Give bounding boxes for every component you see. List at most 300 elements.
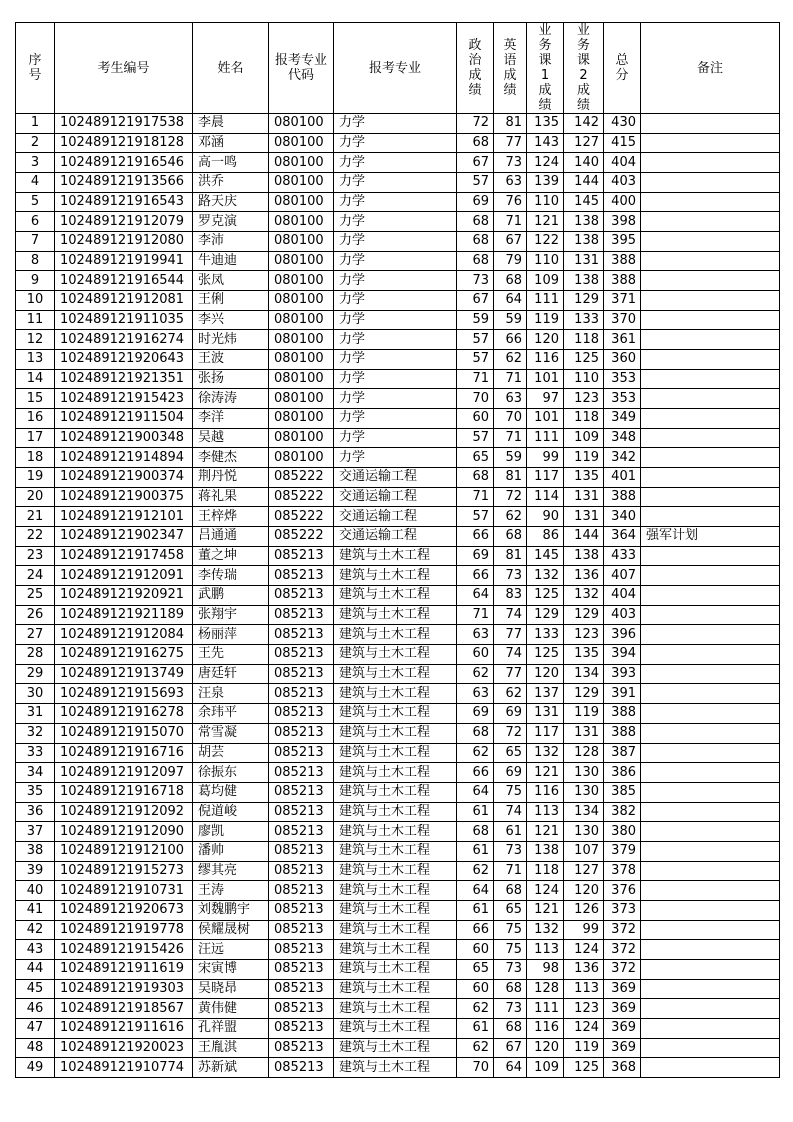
cell-remark (641, 940, 780, 960)
cell-subject1: 116 (527, 1018, 564, 1038)
cell-major-code: 085213 (269, 664, 334, 684)
table-row (16, 782, 780, 802)
cell-subject2: 135 (564, 645, 604, 665)
cell-subject2: 123 (564, 999, 604, 1019)
cell-no: 9 (16, 271, 55, 291)
cell-no: 43 (16, 940, 55, 960)
cell-english: 68 (494, 979, 527, 999)
cell-major-code: 080100 (269, 428, 334, 448)
cell-total: 382 (604, 802, 641, 822)
cell-major-code: 085213 (269, 940, 334, 960)
cell-no: 32 (16, 723, 55, 743)
cell-name: 荆丹悦 (193, 468, 269, 488)
cell-subject1: 129 (527, 605, 564, 625)
cell-major-code: 085213 (269, 566, 334, 586)
header-name: 姓名 (193, 23, 269, 114)
cell-english: 69 (494, 763, 527, 783)
cell-subject2: 128 (564, 743, 604, 763)
cell-subject1: 117 (527, 468, 564, 488)
cell-no: 36 (16, 802, 55, 822)
table-row (16, 940, 780, 960)
cell-subject1: 120 (527, 330, 564, 350)
cell-exam-id: 102489121902347 (55, 527, 193, 547)
cell-subject1: 99 (527, 448, 564, 468)
cell-exam-id: 102489121911616 (55, 1018, 193, 1038)
cell-major-code: 085213 (269, 1018, 334, 1038)
cell-major: 建筑与土木工程 (334, 1058, 457, 1078)
cell-no: 42 (16, 920, 55, 940)
cell-subject1: 118 (527, 861, 564, 881)
cell-no: 34 (16, 763, 55, 783)
cell-name: 王波 (193, 350, 269, 370)
cell-exam-id: 102489121900348 (55, 428, 193, 448)
table-body (16, 114, 780, 1078)
cell-politics: 68 (457, 251, 494, 271)
table-row (16, 389, 780, 409)
cell-politics: 62 (457, 664, 494, 684)
table-row (16, 271, 780, 291)
cell-subject1: 121 (527, 822, 564, 842)
cell-english: 68 (494, 527, 527, 547)
cell-exam-id: 102489121912092 (55, 802, 193, 822)
cell-major-code: 085213 (269, 645, 334, 665)
table-row (16, 369, 780, 389)
cell-exam-id: 102489121920673 (55, 900, 193, 920)
cell-politics: 61 (457, 900, 494, 920)
cell-politics: 65 (457, 959, 494, 979)
table-row (16, 684, 780, 704)
cell-subject2: 119 (564, 448, 604, 468)
cell-exam-id: 102489121912097 (55, 763, 193, 783)
cell-major: 建筑与土木工程 (334, 566, 457, 586)
cell-subject2: 138 (564, 271, 604, 291)
table-row (16, 468, 780, 488)
cell-name: 罗克演 (193, 212, 269, 232)
cell-name: 牛迪迪 (193, 251, 269, 271)
cell-english: 73 (494, 153, 527, 173)
cell-english: 67 (494, 232, 527, 252)
cell-remark (641, 1058, 780, 1078)
cell-major-code: 085222 (269, 507, 334, 527)
header-major: 报考专业 (334, 23, 457, 114)
cell-no: 25 (16, 586, 55, 606)
cell-major-code: 085213 (269, 822, 334, 842)
header-english: 英语成绩 (494, 23, 527, 114)
cell-major-code: 085213 (269, 881, 334, 901)
cell-no: 15 (16, 389, 55, 409)
cell-english: 65 (494, 743, 527, 763)
cell-subject2: 127 (564, 133, 604, 153)
cell-remark (641, 999, 780, 1019)
cell-major-code: 085213 (269, 704, 334, 724)
cell-remark (641, 468, 780, 488)
cell-english: 71 (494, 369, 527, 389)
cell-subject2: 138 (564, 546, 604, 566)
cell-total: 368 (604, 1058, 641, 1078)
cell-name: 汪泉 (193, 684, 269, 704)
cell-politics: 69 (457, 546, 494, 566)
table-row (16, 251, 780, 271)
cell-english: 81 (494, 468, 527, 488)
cell-remark (641, 586, 780, 606)
table-row (16, 625, 780, 645)
cell-remark (641, 566, 780, 586)
cell-exam-id: 102489121911035 (55, 310, 193, 330)
table-row (16, 841, 780, 861)
cell-major-code: 085213 (269, 900, 334, 920)
cell-major-code: 080100 (269, 192, 334, 212)
cell-exam-id: 102489121915273 (55, 861, 193, 881)
cell-english: 72 (494, 487, 527, 507)
cell-major: 建筑与土木工程 (334, 782, 457, 802)
cell-politics: 68 (457, 232, 494, 252)
cell-no: 18 (16, 448, 55, 468)
cell-exam-id: 102489121921189 (55, 605, 193, 625)
cell-name: 李健杰 (193, 448, 269, 468)
table-row (16, 487, 780, 507)
table-row (16, 920, 780, 940)
cell-remark (641, 428, 780, 448)
cell-subject2: 120 (564, 881, 604, 901)
cell-english: 64 (494, 291, 527, 311)
cell-name: 潘帅 (193, 841, 269, 861)
cell-no: 10 (16, 291, 55, 311)
cell-english: 81 (494, 114, 527, 134)
cell-total: 391 (604, 684, 641, 704)
cell-name: 吴越 (193, 428, 269, 448)
score-table (15, 22, 780, 1078)
cell-name: 吕通通 (193, 527, 269, 547)
cell-no: 46 (16, 999, 55, 1019)
cell-name: 张扬 (193, 369, 269, 389)
cell-politics: 67 (457, 153, 494, 173)
cell-politics: 69 (457, 192, 494, 212)
cell-exam-id: 102489121912101 (55, 507, 193, 527)
cell-english: 62 (494, 507, 527, 527)
cell-no: 7 (16, 232, 55, 252)
cell-politics: 72 (457, 114, 494, 134)
cell-english: 69 (494, 704, 527, 724)
cell-remark (641, 448, 780, 468)
cell-major: 建筑与土木工程 (334, 940, 457, 960)
cell-politics: 66 (457, 920, 494, 940)
cell-major-code: 080100 (269, 448, 334, 468)
cell-major: 力学 (334, 330, 457, 350)
cell-no: 19 (16, 468, 55, 488)
table-row (16, 645, 780, 665)
cell-subject2: 136 (564, 959, 604, 979)
cell-total: 349 (604, 409, 641, 429)
cell-major-code: 085213 (269, 743, 334, 763)
cell-no: 47 (16, 1018, 55, 1038)
cell-total: 388 (604, 723, 641, 743)
cell-politics: 66 (457, 763, 494, 783)
cell-politics: 60 (457, 979, 494, 999)
cell-politics: 57 (457, 173, 494, 193)
cell-name: 路天庆 (193, 192, 269, 212)
cell-no: 6 (16, 212, 55, 232)
cell-no: 30 (16, 684, 55, 704)
table-row (16, 507, 780, 527)
cell-subject2: 127 (564, 861, 604, 881)
cell-major-code: 085213 (269, 1058, 334, 1078)
cell-major: 力学 (334, 291, 457, 311)
cell-name: 洪乔 (193, 173, 269, 193)
cell-politics: 73 (457, 271, 494, 291)
cell-politics: 62 (457, 861, 494, 881)
cell-name: 侯耀晟树 (193, 920, 269, 940)
cell-name: 徐涛涛 (193, 389, 269, 409)
cell-name: 唐廷轩 (193, 664, 269, 684)
cell-subject2: 110 (564, 369, 604, 389)
cell-major: 建筑与土木工程 (334, 959, 457, 979)
cell-english: 62 (494, 684, 527, 704)
table-row (16, 173, 780, 193)
cell-subject2: 130 (564, 822, 604, 842)
cell-remark (641, 743, 780, 763)
cell-total: 385 (604, 782, 641, 802)
cell-no: 26 (16, 605, 55, 625)
cell-remark (641, 841, 780, 861)
cell-major-code: 085213 (269, 861, 334, 881)
cell-remark (641, 330, 780, 350)
cell-politics: 70 (457, 389, 494, 409)
cell-subject2: 135 (564, 468, 604, 488)
cell-remark (641, 664, 780, 684)
cell-major: 力学 (334, 389, 457, 409)
cell-politics: 57 (457, 350, 494, 370)
cell-exam-id: 102489121913749 (55, 664, 193, 684)
cell-name: 吴晓昂 (193, 979, 269, 999)
cell-subject1: 132 (527, 566, 564, 586)
cell-english: 81 (494, 546, 527, 566)
cell-english: 59 (494, 310, 527, 330)
cell-subject2: 142 (564, 114, 604, 134)
cell-major: 力学 (334, 448, 457, 468)
cell-subject1: 145 (527, 546, 564, 566)
cell-politics: 64 (457, 586, 494, 606)
cell-remark (641, 114, 780, 134)
cell-exam-id: 102489121919778 (55, 920, 193, 940)
cell-english: 77 (494, 625, 527, 645)
cell-major-code: 080100 (269, 133, 334, 153)
cell-major-code: 085213 (269, 959, 334, 979)
cell-major-code: 080100 (269, 251, 334, 271)
cell-total: 360 (604, 350, 641, 370)
cell-politics: 57 (457, 428, 494, 448)
cell-exam-id: 102489121900374 (55, 468, 193, 488)
cell-subject1: 132 (527, 743, 564, 763)
cell-exam-id: 102489121919941 (55, 251, 193, 271)
cell-subject2: 129 (564, 605, 604, 625)
cell-total: 378 (604, 861, 641, 881)
table-row (16, 1018, 780, 1038)
cell-subject1: 117 (527, 723, 564, 743)
cell-english: 83 (494, 586, 527, 606)
table-row (16, 409, 780, 429)
cell-total: 388 (604, 251, 641, 271)
cell-major: 力学 (334, 114, 457, 134)
cell-total: 342 (604, 448, 641, 468)
cell-remark (641, 173, 780, 193)
cell-total: 369 (604, 1038, 641, 1058)
cell-english: 75 (494, 782, 527, 802)
cell-politics: 65 (457, 448, 494, 468)
cell-remark (641, 291, 780, 311)
cell-subject1: 114 (527, 487, 564, 507)
cell-remark (641, 979, 780, 999)
cell-total: 388 (604, 271, 641, 291)
cell-subject1: 101 (527, 409, 564, 429)
cell-no: 8 (16, 251, 55, 271)
cell-politics: 71 (457, 369, 494, 389)
header-subject1: 业务课1成绩 (527, 23, 564, 114)
cell-exam-id: 102489121916546 (55, 153, 193, 173)
cell-subject2: 113 (564, 979, 604, 999)
cell-no: 31 (16, 704, 55, 724)
cell-subject2: 138 (564, 212, 604, 232)
cell-exam-id: 102489121916544 (55, 271, 193, 291)
cell-no: 5 (16, 192, 55, 212)
cell-english: 74 (494, 645, 527, 665)
cell-remark (641, 861, 780, 881)
table-row (16, 114, 780, 134)
cell-subject1: 128 (527, 979, 564, 999)
cell-remark (641, 684, 780, 704)
cell-politics: 61 (457, 1018, 494, 1038)
cell-english: 63 (494, 389, 527, 409)
cell-politics: 63 (457, 684, 494, 704)
cell-subject2: 130 (564, 763, 604, 783)
cell-english: 79 (494, 251, 527, 271)
cell-major-code: 080100 (269, 173, 334, 193)
cell-major-code: 085213 (269, 763, 334, 783)
cell-remark (641, 1018, 780, 1038)
table-row (16, 881, 780, 901)
cell-subject1: 111 (527, 291, 564, 311)
cell-total: 376 (604, 881, 641, 901)
cell-politics: 61 (457, 841, 494, 861)
cell-exam-id: 102489121921351 (55, 369, 193, 389)
cell-exam-id: 102489121912081 (55, 291, 193, 311)
cell-total: 394 (604, 645, 641, 665)
cell-name: 孔祥盟 (193, 1018, 269, 1038)
cell-major: 建筑与土木工程 (334, 861, 457, 881)
cell-major: 建筑与土木工程 (334, 586, 457, 606)
cell-no: 35 (16, 782, 55, 802)
cell-remark (641, 350, 780, 370)
cell-name: 葛均健 (193, 782, 269, 802)
cell-exam-id: 102489121915693 (55, 684, 193, 704)
cell-major-code: 085213 (269, 920, 334, 940)
cell-total: 430 (604, 114, 641, 134)
cell-major-code: 085213 (269, 1038, 334, 1058)
cell-name: 王俐 (193, 291, 269, 311)
cell-remark (641, 763, 780, 783)
cell-total: 373 (604, 900, 641, 920)
cell-english: 74 (494, 605, 527, 625)
table-row (16, 428, 780, 448)
cell-name: 李兴 (193, 310, 269, 330)
cell-name: 时光炜 (193, 330, 269, 350)
cell-name: 邓涵 (193, 133, 269, 153)
cell-exam-id: 102489121920643 (55, 350, 193, 370)
cell-no: 40 (16, 881, 55, 901)
cell-major: 建筑与土木工程 (334, 881, 457, 901)
cell-english: 70 (494, 409, 527, 429)
cell-major-code: 085213 (269, 979, 334, 999)
cell-major-code: 085213 (269, 782, 334, 802)
cell-no: 48 (16, 1038, 55, 1058)
cell-major: 力学 (334, 428, 457, 448)
cell-name: 廖凯 (193, 822, 269, 842)
cell-english: 64 (494, 1058, 527, 1078)
cell-name: 苏新斌 (193, 1058, 269, 1078)
cell-subject2: 133 (564, 310, 604, 330)
cell-remark (641, 625, 780, 645)
table-row (16, 723, 780, 743)
cell-total: 396 (604, 625, 641, 645)
cell-exam-id: 102489121916274 (55, 330, 193, 350)
cell-major-code: 085213 (269, 841, 334, 861)
cell-name: 高一鸣 (193, 153, 269, 173)
cell-name: 常雪凝 (193, 723, 269, 743)
table-row (16, 822, 780, 842)
cell-politics: 68 (457, 212, 494, 232)
cell-remark (641, 389, 780, 409)
cell-major-code: 085213 (269, 625, 334, 645)
cell-subject2: 124 (564, 940, 604, 960)
cell-total: 404 (604, 153, 641, 173)
cell-major: 建筑与土木工程 (334, 900, 457, 920)
cell-major: 建筑与土木工程 (334, 979, 457, 999)
cell-name: 李晨 (193, 114, 269, 134)
cell-major: 力学 (334, 232, 457, 252)
table-row (16, 704, 780, 724)
cell-name: 张翔宇 (193, 605, 269, 625)
cell-english: 73 (494, 999, 527, 1019)
cell-exam-id: 102489121912100 (55, 841, 193, 861)
cell-subject2: 129 (564, 684, 604, 704)
cell-total: 353 (604, 389, 641, 409)
cell-subject1: 111 (527, 428, 564, 448)
cell-no: 39 (16, 861, 55, 881)
cell-english: 65 (494, 900, 527, 920)
cell-total: 380 (604, 822, 641, 842)
cell-name: 黄伟健 (193, 999, 269, 1019)
table-row (16, 586, 780, 606)
cell-major: 交通运输工程 (334, 507, 457, 527)
cell-subject1: 139 (527, 173, 564, 193)
cell-major-code: 085213 (269, 802, 334, 822)
cell-exam-id: 102489121917458 (55, 546, 193, 566)
cell-no: 28 (16, 645, 55, 665)
cell-english: 71 (494, 212, 527, 232)
cell-subject2: 118 (564, 409, 604, 429)
cell-politics: 68 (457, 723, 494, 743)
table-row (16, 448, 780, 468)
cell-total: 372 (604, 920, 641, 940)
cell-total: 387 (604, 743, 641, 763)
cell-no: 1 (16, 114, 55, 134)
cell-politics: 71 (457, 605, 494, 625)
cell-exam-id: 102489121912090 (55, 822, 193, 842)
cell-subject2: 131 (564, 723, 604, 743)
cell-subject1: 110 (527, 192, 564, 212)
cell-major: 建筑与土木工程 (334, 704, 457, 724)
table-row (16, 664, 780, 684)
cell-major: 建筑与土木工程 (334, 664, 457, 684)
